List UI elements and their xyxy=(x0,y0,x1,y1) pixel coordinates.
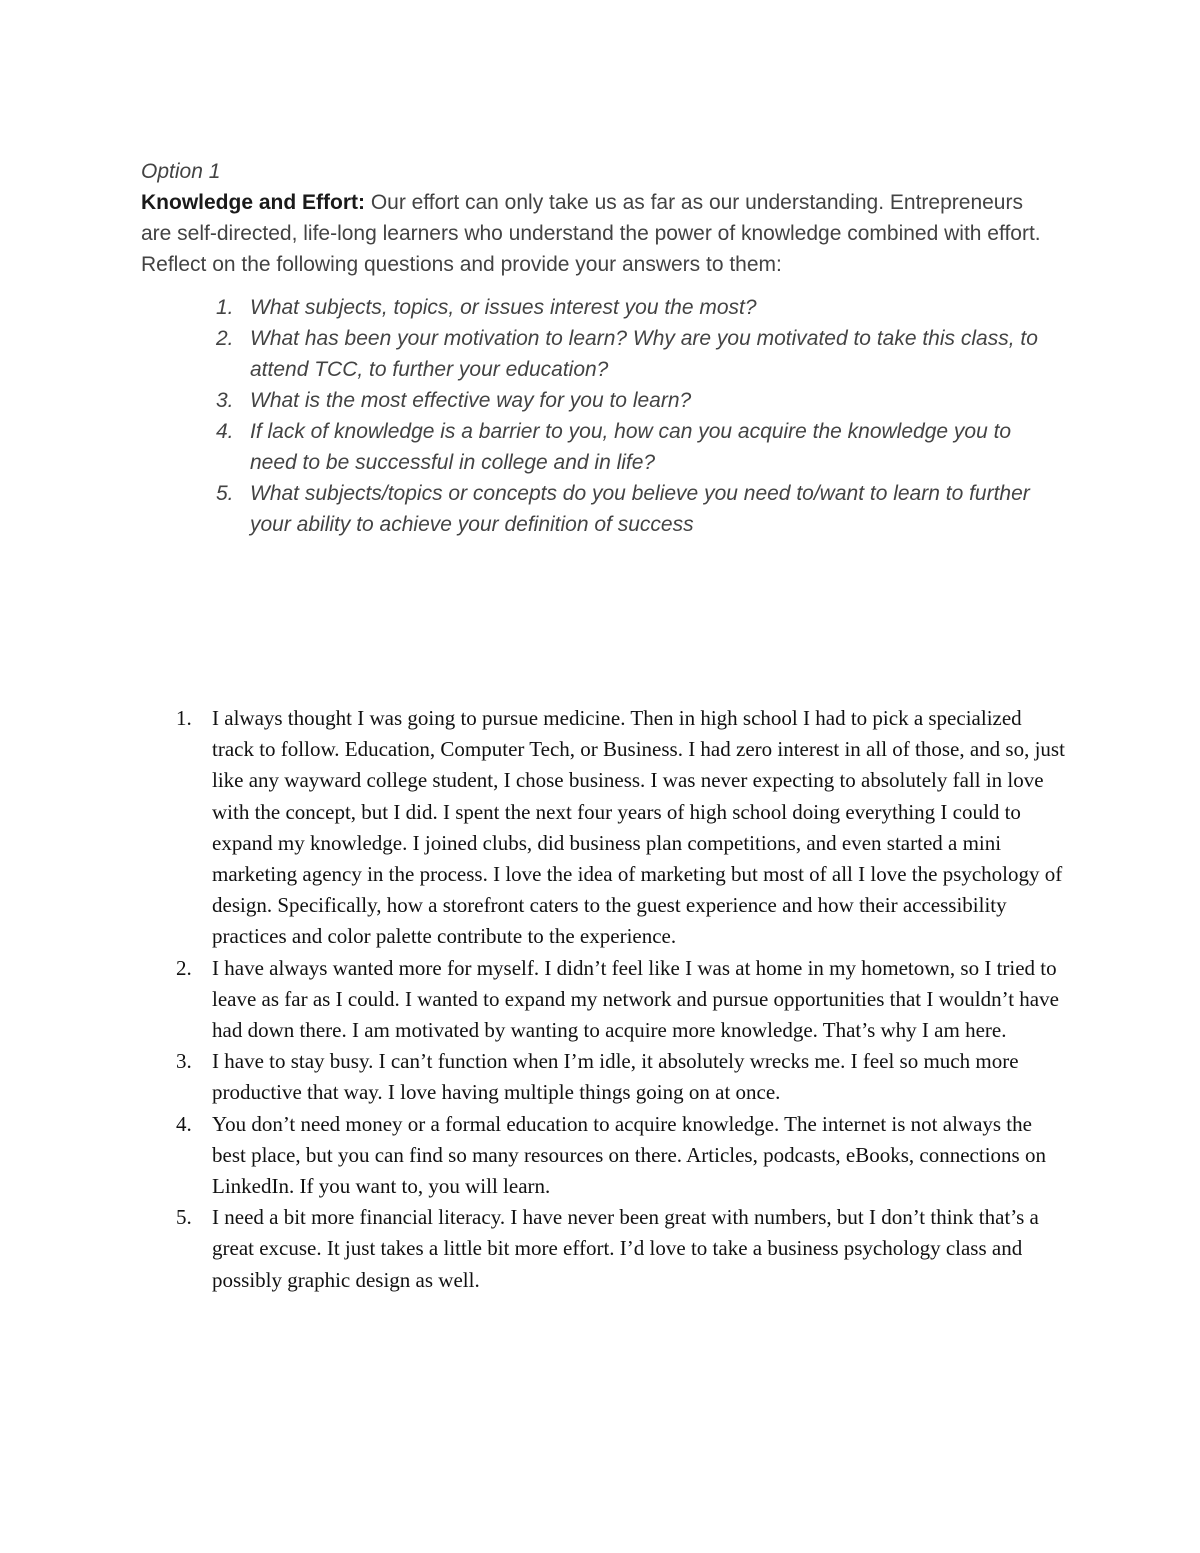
prompt-intro xyxy=(141,187,1041,280)
answer-list xyxy=(176,703,1066,1296)
question-item xyxy=(141,478,1041,540)
answer-number: 4. xyxy=(176,1111,192,1136)
answer-text: I need a bit more financial literacy. I have never been great with numbers, but I don’t think that’s a great excuse. It just takes a little bit more effort. I’d love to take a business psychology class and possibly graphic design as well. xyxy=(212,1205,1039,1292)
assignment-prompt xyxy=(141,156,1041,540)
question-item xyxy=(141,292,1041,323)
answer-text: I have to stay busy. I can’t function when I’m idle, it absolutely wrecks me. I feel so much more productive that way. I love having multiple things going on at once. xyxy=(212,1049,1019,1105)
prompt-heading: Knowledge and Effort: xyxy=(141,191,365,214)
prompt-intro-text: Our effort can only take us as far as our understanding. Entrepreneurs are self-directed, life-long learners who understand the power of knowledge combined with effort. Reflect on the following questions and provide your answers to them: xyxy=(141,191,1041,276)
answer-item xyxy=(176,703,1066,953)
option-label: Option 1 xyxy=(141,160,221,183)
answer-number: 2. xyxy=(176,955,192,980)
question-item xyxy=(141,385,1041,416)
question-number: 1. xyxy=(216,296,234,319)
question-text: What is the most effective way for you to learn? xyxy=(250,389,692,412)
answer-number: 3. xyxy=(176,1049,192,1074)
question-number: 3. xyxy=(216,389,234,412)
question-text: If lack of knowledge is a barrier to you, how can you acquire the knowledge you to need to be successful in college and in life? xyxy=(250,420,1012,474)
question-text: What subjects/topics or concepts do you believe you need to/want to learn to further your ability to achieve your definition of success xyxy=(250,482,1030,536)
question-item xyxy=(141,323,1041,385)
answer-text: I always thought I was going to pursue medicine. Then in high school I had to pick a specialized track to follow. Education, Computer Tech, or Business. I had zero interest in all of those, and so, just like any wayward college student, I chose business. I was never expecting to absolutely fall in love with the concept, but I did. I spent the next four years of high school doing everything I could to expand my knowledge. I joined clubs, did business plan competitions, and even started a mini marketing agency in the process. I love the idea of marketing but most of all I love the psychology of design. Specifically, how a storefront caters to the guest experience and how their accessibility practices and color palette contribute to the experience. xyxy=(212,706,1065,949)
question-text: What has been your motivation to learn? Why are you motivated to take this class, to attend TCC, to further your education? xyxy=(250,327,1038,381)
answer-item xyxy=(176,1109,1066,1203)
question-number: 2. xyxy=(216,327,234,350)
answer-item xyxy=(176,1046,1066,1108)
question-number: 4. xyxy=(216,420,234,443)
answer-item xyxy=(176,1202,1066,1296)
question-item xyxy=(141,416,1041,478)
answer-item xyxy=(176,953,1066,1047)
answer-number: 5. xyxy=(176,1205,192,1230)
question-list xyxy=(141,292,1041,540)
answer-number: 1. xyxy=(176,706,192,730)
question-text: What subjects, topics, or issues interest you the most? xyxy=(250,296,757,319)
question-number: 5. xyxy=(216,482,234,505)
answer-text: You don’t need money or a formal education to acquire knowledge. The internet is not always the best place, but you can find so many resources on there. Articles, podcasts, eBooks, connections on LinkedIn. If you want to, you will learn. xyxy=(212,1111,1046,1199)
answer-text: I have always wanted more for myself. I didn’t feel like I was at home in my hometown, so I tried to leave as far as I could. I wanted to expand my network and pursue opportunities that I wouldn’t have had down there. I am motivated by wanting to acquire more knowledge. That’s why I am here. xyxy=(212,955,1059,1043)
